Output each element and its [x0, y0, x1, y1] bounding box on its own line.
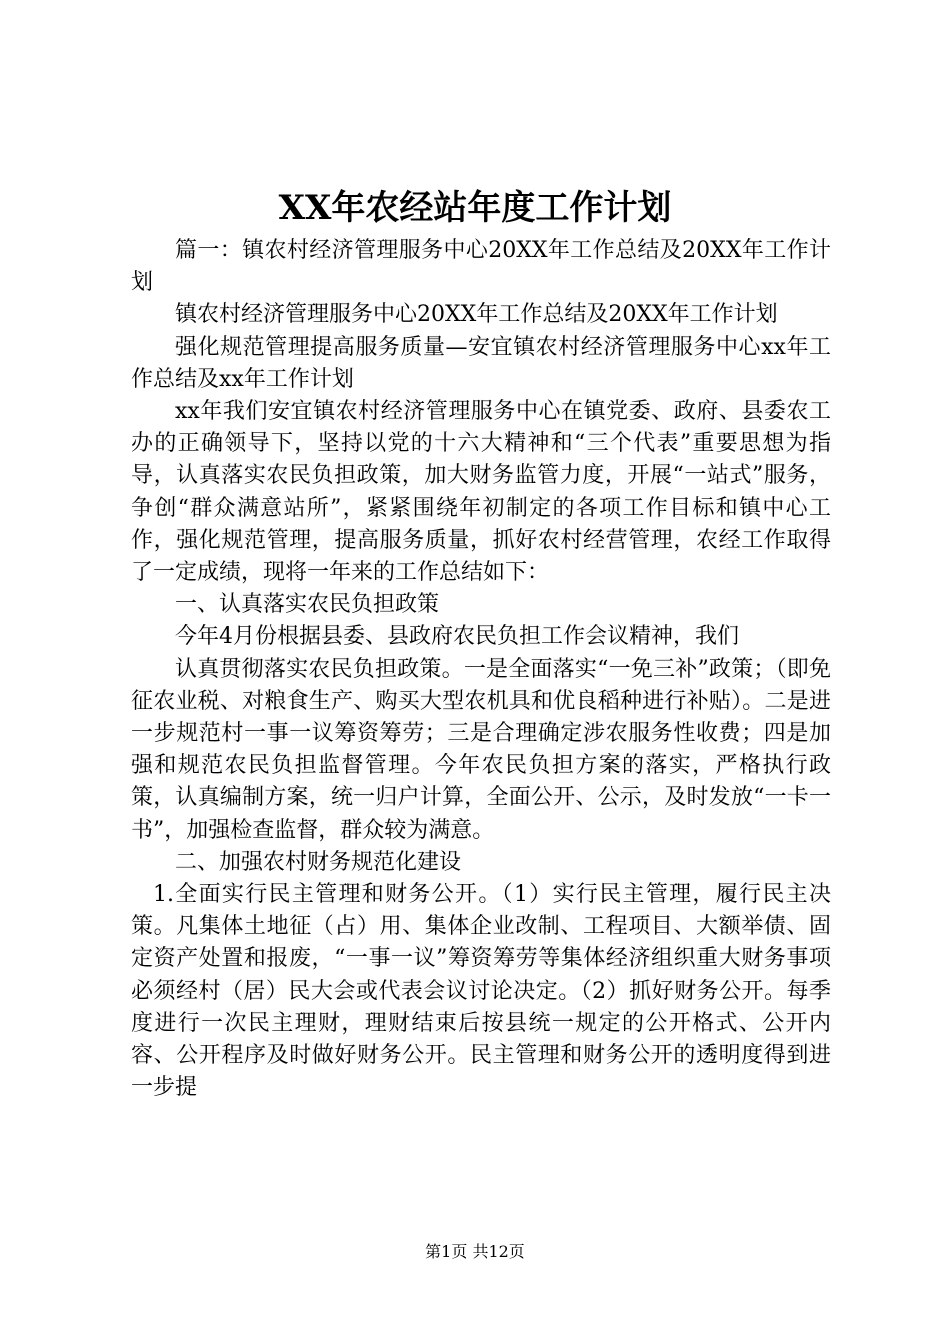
paragraph-theme: 强化规范管理提高服务质量—安宜镇农村经济管理服务中心xx年工作总结及xx年工作计划	[131, 334, 831, 392]
paragraph-section-2: 1.全面实行民主管理和财务公开。（1）实行民主管理，履行民主决策。凡集体土地征（占）用、集体企业改制、工程项目、大额举债、固定资产处置和报废，“一事一议”筹资筹劳等集体经济组织重大财务事项必须经村（居）民大会或代表会议讨论决定。（2）抓好财务公开。每季度进行一次民主理财，理财结束后按县统一规定的公开格式、公开内容、公开程序及时做好财务公开。民主管理和财务公开的透明度得到进一步提	[131, 882, 831, 1101]
document-title: XX年农经站年度工作计划	[278, 188, 672, 228]
paragraph-subtitle: 镇农村经济管理服务中心20XX年工作总结及20XX年工作计划	[175, 302, 778, 328]
paragraph-part-one-heading: 篇一：镇农村经济管理服务中心20XX年工作总结及20XX年工作计划	[131, 238, 831, 296]
paragraph-section-1a: 今年4月份根据县委、县政府农民负担工作会议精神，我们	[175, 624, 739, 650]
section-heading-1: 一、认真落实农民负担政策	[175, 592, 440, 618]
paragraph-section-1b: 认真贯彻落实农民负担政策。一是全面落实“一免三补”政策；（即免征农业税、对粮食生产、购买大型农机具和优良稻种进行补贴）。二是进一步规范村一事一议筹资筹劳；三是合理确定涉农服务性收费；四是加强和规范农民负担监督管理。今年农民负担方案的落实，严格执行政策，认真编制方案，统一归户计算，全面公开、公示，及时发放“一卡一书”，加强检查监督，群众较为满意。	[131, 656, 831, 843]
paragraph-intro: xx年我们安宜镇农村经济管理服务中心在镇党委、政府、县委农工办的正确领导下，坚持以党的十六大精神和“三个代表”重要思想为指导，认真落实农民负担政策，加大财务监管力度，开展“一站式”服务，争创“群众满意站所”，紧紧围绕年初制定的各项工作目标和镇中心工作，强化规范管理，提高服务质量，抓好农村经营管理，农经工作取得了一定成绩，现将一年来的工作总结如下：	[131, 399, 831, 586]
document-body	[131, 235, 831, 1104]
page-footer: 第1页 共12页	[425, 1242, 525, 1261]
section-heading-2: 二、加强农村财务规范化建设	[175, 849, 462, 875]
